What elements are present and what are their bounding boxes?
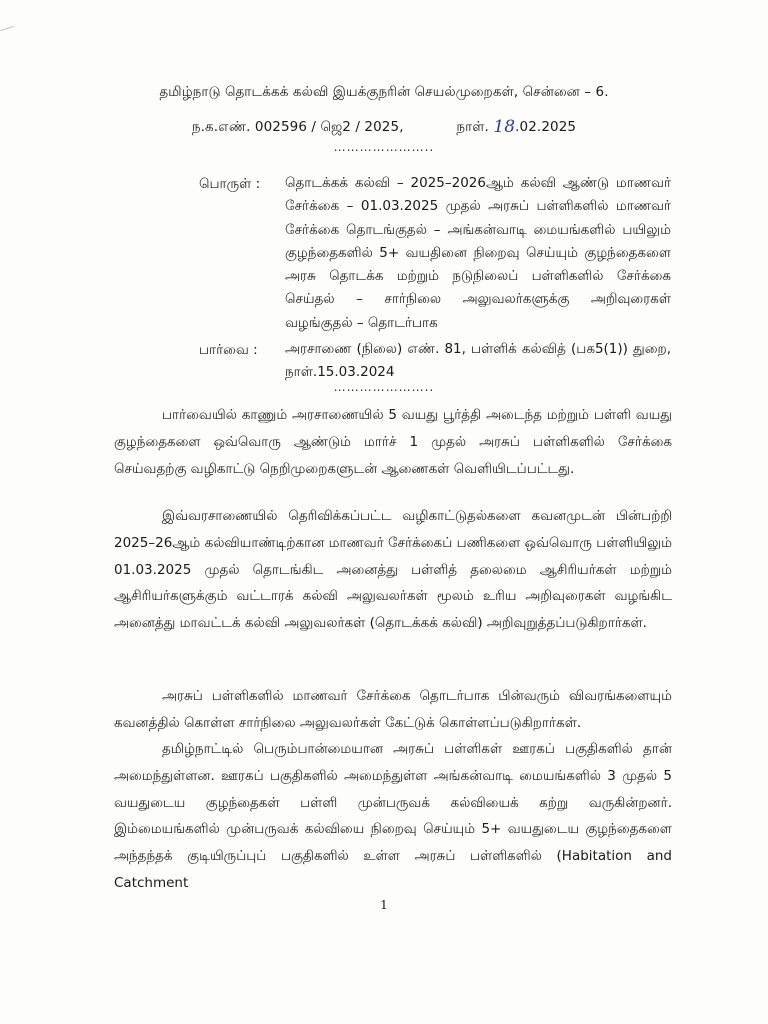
reference-separator: ………………….. bbox=[333, 380, 435, 394]
reference-number: ந.க.எண். 002596 / ஜெ2 / 2025, bbox=[191, 119, 404, 135]
paragraph-2: இவ்வரசாணையில் தெரிவிக்கப்பட்ட வழிகாட்டுதல்களை கவனமுடன் பின்பற்றி 2025–26ஆம் கல்வியாண்டிற்கான மாணவர் சேர்க்கைப் பணிகளை ஒவ்வொரு பள்ளியிலும் 01.03.2025 முதல் தொடங்கிட அனைத்து பள்ளித் தலைமை ஆசிரியர்கள் மற்றும் ஆசிரியர்களுக்கும் வட்டாரக் கல்வி அலுவலர்கள் மூலம் உரிய அறிவுரைகள் வழங்கிட அனைத்து மாவட்டக் கல்வி அலுவலர்கள் (தொடக்கக் கல்வி) அறிவுறுத்தப்படுகிறார்கள். bbox=[114, 508, 672, 632]
handwritten-date: 18 bbox=[493, 117, 516, 137]
reference-number-line bbox=[0, 116, 768, 137]
page-number: 1 bbox=[380, 898, 388, 912]
reference-label: பார்வை : bbox=[199, 342, 258, 358]
paragraph-4: தமிழ்நாட்டில் பெரும்பான்மையான அரசுப் பள்ளிகள் ஊரகப் பகுதிகளில் தான் அமைந்துள்ளன. ஊரகப் பகுதிகளில் அமைந்துள்ள அங்கன்வாடி மையங்களில் 3 முதல் 5 வயதுடைய குழந்தைகள் பள்ளி முன்பருவக் கல்வியைக் கற்று வருகின்றனர். இம்மையங்களில் முன்பருவக் கல்வியை நிறைவு செய்யும் 5+ வயதுடைய குழந்தைகளை அந்தந்தக் குடியிருப்புப் பகுதிகளில் உள்ள அரசுப் பள்ளிகளில் (Habitation and Catchment bbox=[114, 741, 672, 891]
date-label: நாள். bbox=[456, 119, 489, 135]
reference-text: அரசாணை (நிலை) எண். 81, பள்ளிக் கல்வித் (பக5(1)) துறை, நாள்.15.03.2024 bbox=[285, 341, 671, 381]
header-separator: ………………….. bbox=[333, 140, 435, 154]
subject-label: பொருள் : bbox=[199, 176, 261, 192]
paragraph-1: பார்வையில் காணும் அரசாணையில் 5 வயது பூர்த்தி அடைந்த மற்றும் பள்ளி வயது குழந்தைகளை ஒவ்வொரு ஆண்டும் மார்ச் 1 முதல் அரசுப் பள்ளிகளில் சேர்க்கை செய்வதற்கு வழிகாட்டு நெறிமுறைகளுடன் ஆணைகள் வெளியிடப்பட்டது. bbox=[114, 407, 672, 477]
paragraph-3: அரசுப் பள்ளிகளில் மாணவர் சேர்க்கை தொடர்பாக பின்வரும் விவரங்களையும் கவனத்தில் கொள்ள சார்நிலை அலுவலர்கள் கேட்டுக் கொள்ளப்படுகிறார்கள். bbox=[114, 688, 672, 731]
document-title: தமிழ்நாடு தொடக்கக் கல்வி இயக்குநரின் செயல்முறைகள், சென்னை – 6. bbox=[159, 84, 609, 100]
subject-text: தொடக்கக் கல்வி – 2025–2026ஆம் கல்வி ஆண்டு மாணவர் சேர்க்கை – 01.03.2025 முதல் அரசுப் பள்ளிகளில் மாணவர் சேர்க்கை தொடங்குதல் – அங்கன்வாடி மையங்களில் பயிலும் குழந்தைகளில் 5+ வயதினை நிறைவு செய்யும் குழந்தைகளை அரசு தொடக்க மற்றும் நடுநிலைப் பள்ளிகளில் சேர்க்கை செய்தல் – சார்நிலை அலுவலர்களுக்கு அறிவுரைகள் வழங்குதல் – தொடர்பாக bbox=[285, 175, 671, 331]
scan-corner-mark bbox=[0, 26, 14, 31]
date-rest: .02.2025 bbox=[515, 119, 577, 135]
